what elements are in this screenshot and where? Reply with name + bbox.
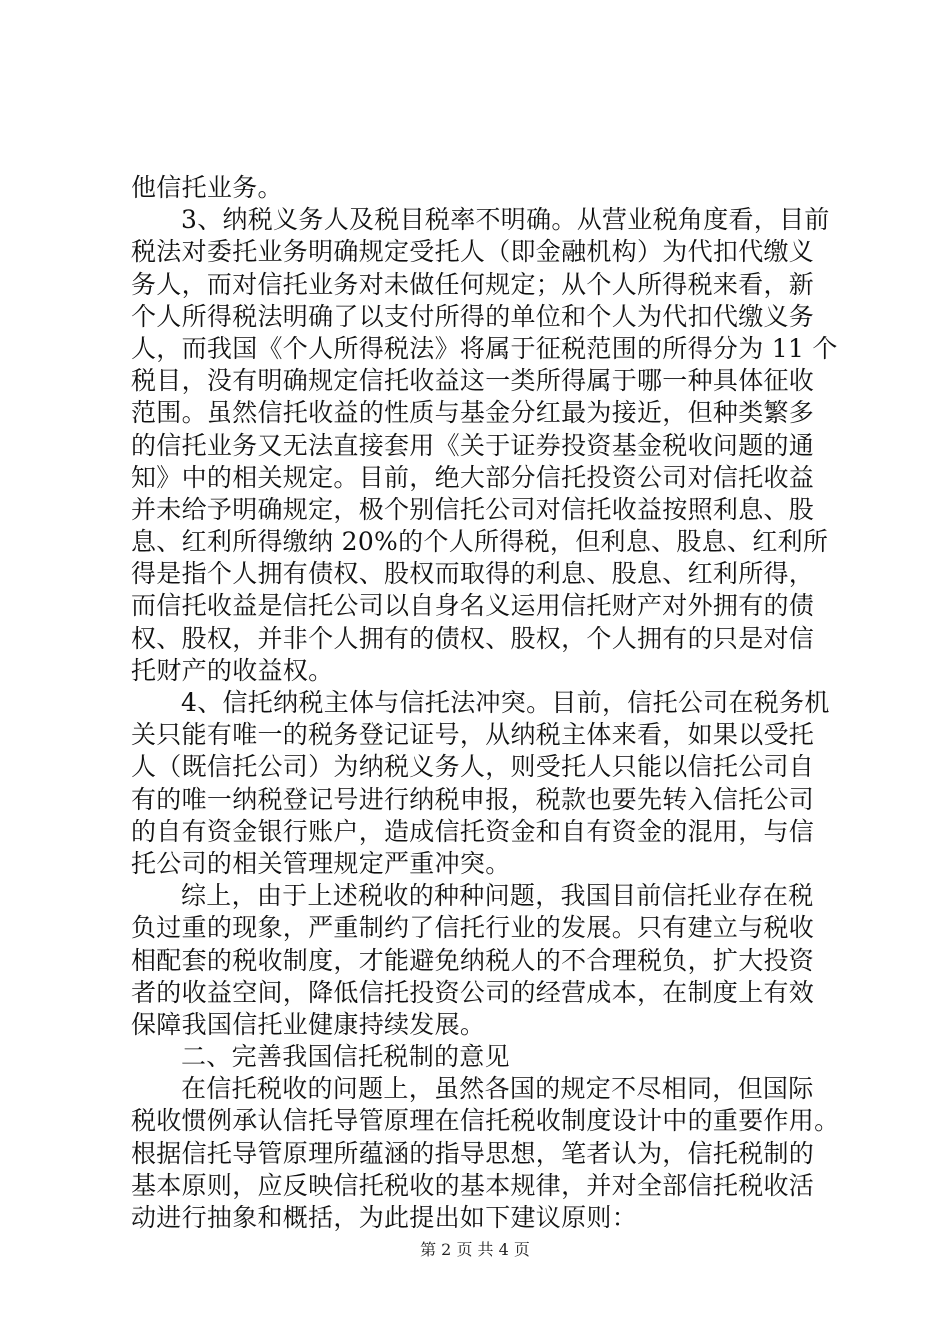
text-line: 人（既信托公司）为纳税义务人，则受托人只能以信托公司自 [131, 752, 815, 782]
text-line: 根据信托导管原理所蕴涵的指导思想，笔者认为，信托税制的 [131, 1138, 815, 1168]
text-line: 知》中的相关规定。目前，绝大部分信托投资公司对信托收益 [131, 462, 815, 492]
text-line: 的信托业务又无法直接套用《关于证券投资基金税收问题的通 [131, 430, 815, 460]
text-line: 在信托税收的问题上，虽然各国的规定不尽相同，但国际 [181, 1074, 814, 1104]
page-footer: 第 2 页 共 4 页 [420, 1240, 530, 1259]
text-line: 托财产的收益权。 [131, 655, 334, 685]
text-line: 托公司的相关管理规定严重冲突。 [131, 848, 511, 878]
text-line: 者的收益空间，降低信托投资公司的经营成本，在制度上有效 [131, 977, 815, 1007]
text-line: 动进行抽象和概括，为此提出如下建议原则： [131, 1203, 638, 1232]
text-line: 保障我国信托业健康持续发展。 [131, 1009, 486, 1039]
text-line: 相配套的税收制度，才能避免纳税人的不合理税负，扩大投资 [131, 945, 815, 975]
text-line: 务人，而对信托业务对未做任何规定；从个人所得税来看，新 [131, 269, 815, 299]
text-line: 税法对委托业务明确规定受托人（即金融机构）为代扣代缴义 [131, 237, 815, 267]
text-line: 而信托收益是信托公司以自身名义运用信托财产对外拥有的债 [131, 591, 815, 621]
text-line: 3、纳税义务人及税目税率不明确。从营业税角度看，目前 [181, 205, 830, 235]
text-line: 负过重的现象，严重制约了信托行业的发展。只有建立与税收 [131, 913, 815, 943]
text-line: 息、红利所得缴纳 20%的个人所得税，但利息、股息、红利所 [131, 527, 829, 557]
text-line: 税收惯例承认信托导管原理在信托税收制度设计中的重要作用。 [131, 1106, 840, 1136]
text-line: 并未给予明确规定，极个别信托公司对信托收益按照利息、股 [131, 494, 815, 524]
text-line: 范围。虽然信托收益的性质与基金分红最为接近，但种类繁多 [131, 398, 815, 428]
text-line: 综上，由于上述税收的种种问题，我国目前信托业存在税 [181, 881, 814, 911]
text-line: 权、股权，并非个人拥有的债权、股权，个人拥有的只是对信 [131, 623, 815, 653]
text-line: 个人所得税法明确了以支付所得的单位和个人为代扣代缴义务 [131, 301, 815, 331]
text-line: 二、完善我国信托税制的意见 [181, 1042, 510, 1072]
text-line: 基本原则，应反映信托税收的基本规律，并对全部信托税收活 [131, 1170, 815, 1200]
text-line: 的自有资金银行账户，造成信托资金和自有资金的混用，与信 [131, 816, 815, 846]
text-line: 人，而我国《个人所得税法》将属于征税范围的所得分为 11 个 [131, 333, 838, 363]
text-line: 关只能有唯一的税务登记证号，从纳税主体来看，如果以受托 [131, 720, 815, 750]
text-line: 税目，没有明确规定信托收益这一类所得属于哪一种具体征收 [131, 366, 815, 396]
text-line: 有的唯一纳税登记号进行纳税申报，税款也要先转入信托公司 [131, 784, 815, 814]
text-line: 他信托业务。 [131, 173, 283, 202]
text-line: 得是指个人拥有债权、股权而取得的利息、股息、红利所得， [131, 559, 815, 589]
text-line: 4、信托纳税主体与信托法冲突。目前，信托公司在税务机 [181, 688, 830, 717]
document-body [131, 172, 840, 1234]
